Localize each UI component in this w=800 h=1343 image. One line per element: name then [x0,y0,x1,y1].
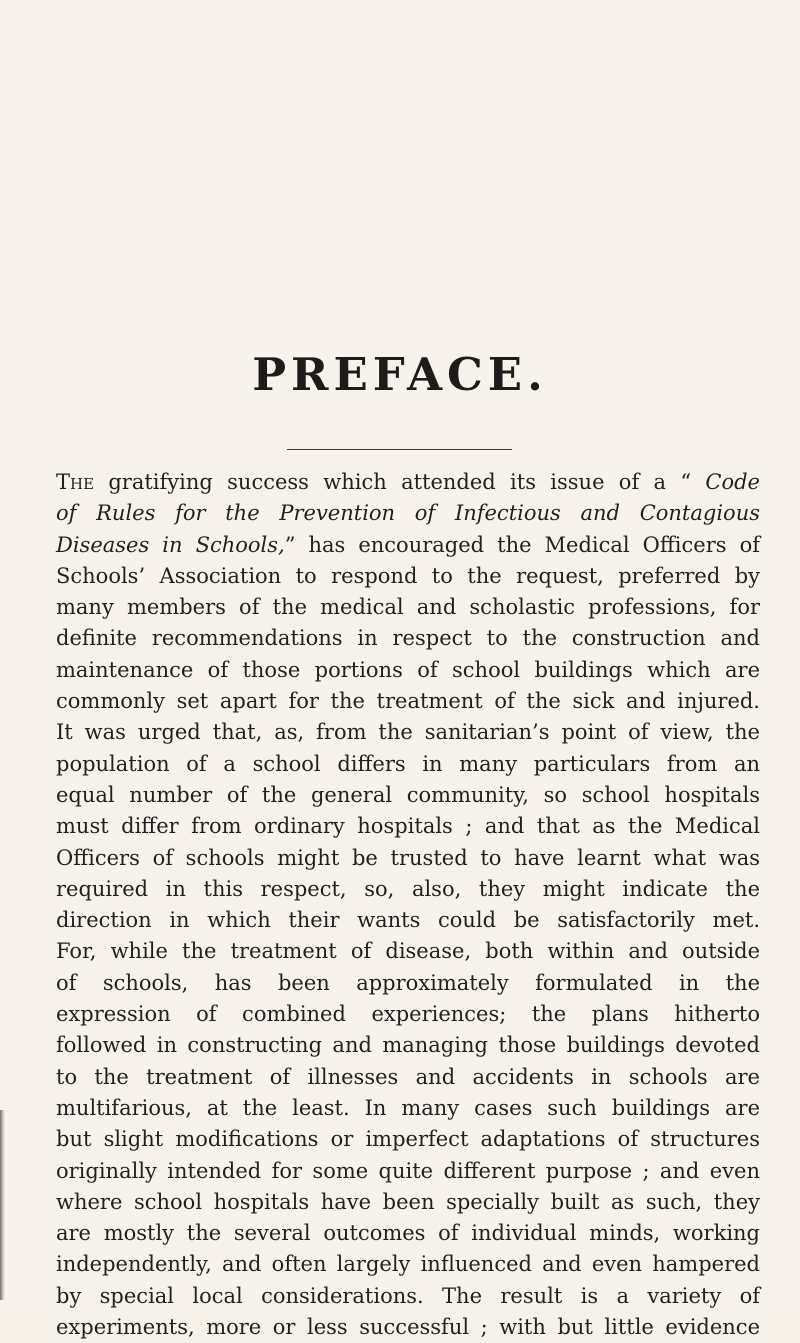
text-segment: to the treatment of illnesses and accidents in schools are [56,1064,760,1089]
text-line [56,686,760,717]
text-line [56,936,760,967]
italic-text-segment: Diseases in Schools, [56,532,285,557]
text-segment: ” has encouraged the Medical Officers of [284,532,760,557]
text-segment: experiments, more or less successful ; with but little evidence [56,1315,760,1340]
text-line [56,905,760,936]
text-segment: multifarious, at the least. In many cases such buildings are [56,1095,760,1120]
text-line [56,498,760,529]
text-segment: commonly set apart for the treatment of the sick and injured. [56,689,760,714]
text-line [56,623,760,654]
text-line [56,811,760,842]
text-line [56,874,760,905]
text-line [56,843,760,874]
preface-paragraph [56,467,760,1343]
text-line [56,1312,760,1343]
first-word-small-caps: The [56,470,95,494]
text-line [56,1156,760,1187]
text-line [56,1218,760,1249]
text-line [56,780,760,811]
italic-text-segment: of Rules for the Prevention of Infectious and Contagious [56,501,760,526]
text-segment: population of a school differs in many particulars from an [56,751,760,776]
text-line [56,530,760,561]
text-segment: expression of combined experiences; the plans hitherto [56,1002,760,1027]
text-segment: required in this respect, so, also, they might indicate the [56,876,760,901]
text-segment: independently, and often largely influenced and even hampered [56,1252,760,1277]
page-edge-shadow [0,1110,5,1300]
text-line [56,655,760,686]
italic-text-segment: Code [705,470,760,494]
text-line [56,1281,760,1312]
title-divider [287,449,512,450]
text-line [56,1062,760,1093]
text-line [56,592,760,623]
text-segment: For, while the treatment of disease, both within and outside [56,939,760,964]
text-segment: Schools’ Association to respond to the request, preferred by [56,563,760,588]
text-segment: by special local considerations. The result is a variety of [56,1283,760,1308]
text-line [56,467,760,498]
text-line [56,968,760,999]
text-segment: It was urged that, as, from the sanitarian’s point of view, the [56,720,760,745]
text-segment: many members of the medical and scholastic professions, for [56,595,760,620]
text-segment: definite recommendations in respect to the construction and [56,626,760,651]
text-segment: where school hospitals have been specially built as such, they [56,1189,760,1214]
text-segment: are mostly the several outcomes of individual minds, working [56,1221,760,1246]
text-line [56,1249,760,1280]
text-line [56,1030,760,1061]
text-segment: maintenance of those portions of school buildings which are [56,657,760,682]
text-segment: gratifying success which attended its issue of a “ [94,470,706,494]
text-segment: equal number of the general community, so school hospitals [56,782,760,807]
page-title: PREFACE. [252,348,548,401]
text-line [56,749,760,780]
text-segment: followed in constructing and managing those buildings devoted [56,1033,760,1058]
text-line [56,1124,760,1155]
text-line [56,1187,760,1218]
text-segment: must differ from ordinary hospitals ; and that as the Medical [56,814,760,839]
text-segment: but slight modifications or imperfect adaptations of structures [56,1127,760,1152]
text-line [56,999,760,1030]
text-segment: of schools, has been approximately formulated in the [56,970,760,995]
text-line [56,1093,760,1124]
text-line [56,717,760,748]
text-line [56,561,760,592]
text-segment: Officers of schools might be trusted to have learnt what was [56,845,760,870]
text-segment: originally intended for some quite different purpose ; and even [56,1158,760,1183]
text-segment: direction in which their wants could be satisfactorily met. [56,908,760,933]
